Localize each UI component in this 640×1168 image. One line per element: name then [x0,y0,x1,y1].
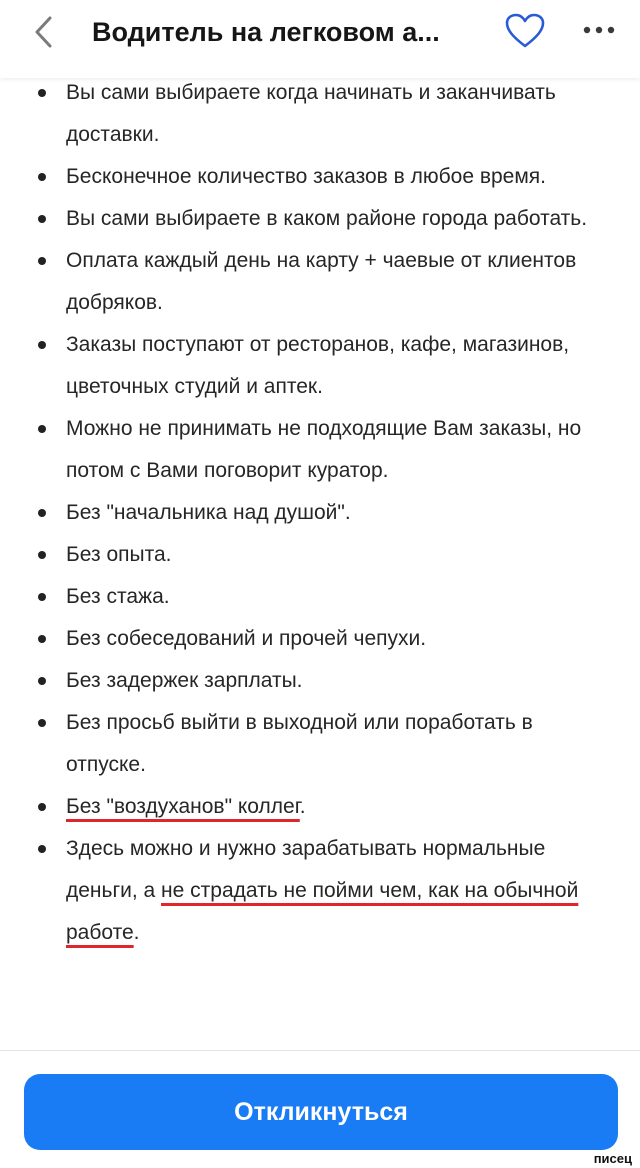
list-item: Без опыта. [0,534,640,576]
list-item: Бесконечное количество заказов в любое время. [0,156,640,198]
list-item: Без "начальника над душой". [0,492,640,534]
back-button[interactable] [22,10,66,54]
list-item: Заказы поступают от ресторанов, кафе, магазинов, цветочных студий и аптек. [0,324,640,408]
vacancy-description [0,76,640,1048]
list-item: Без стажа. [0,576,640,618]
list-item: Без собеседований и прочей чепухи. [0,618,640,660]
list-item: Оплата каждый день на карту + чаевые от клиентов добряков. [0,240,640,324]
heart-icon [505,13,545,49]
list-item: Без задержек зарплаты. [0,660,640,702]
benefits-list [0,78,640,954]
favorite-button[interactable] [502,10,548,52]
list-item: Без "воздуханов" коллег. [0,786,640,828]
list-item: Без просьб выйти в выходной или поработать в отпуске. [0,702,640,786]
underlined-text: не страдать не пойми чем, как на обычной работе [66,879,579,944]
list-item: Можно не принимать не подходящие Вам заказы, но потом с Вами поговорит куратор. [0,408,640,492]
chevron-left-icon [33,15,55,49]
respond-button[interactable]: Откликнуться [24,1074,618,1150]
list-item: Вы сами выбираете в каком районе города работать. [0,198,640,240]
watermark: писец [593,1151,632,1166]
bottom-divider [0,1050,640,1051]
top-bar [0,0,640,78]
list-item: Здесь можно и нужно зарабатывать нормальные деньги, а не страдать не пойми чем, как на обычной работе. [0,828,640,954]
more-button[interactable] [576,10,622,50]
list-item: Вы сами выбираете когда начинать и заканчивать доставки. [0,76,640,156]
underlined-text: Без "воздуханов" коллег [66,795,300,818]
page-title: Водитель на легковом а... [92,17,440,47]
more-horizontal-icon [582,25,616,35]
